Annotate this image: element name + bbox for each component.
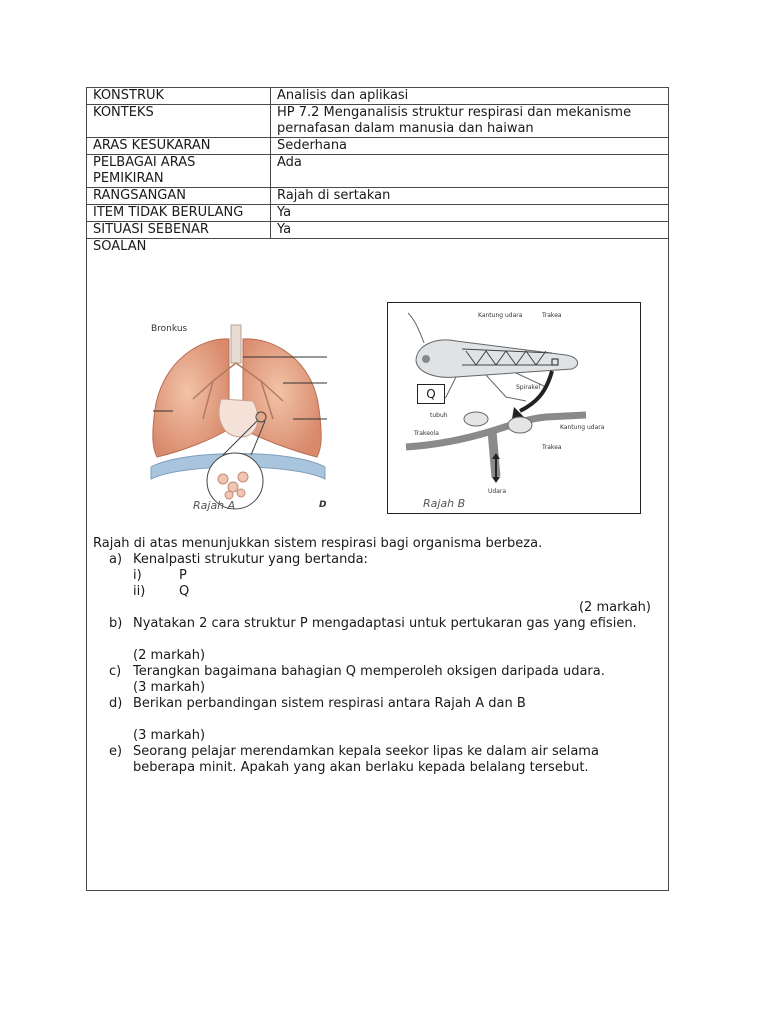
meta-key: PELBAGAI ARAS PEMIKIRAN <box>87 155 271 188</box>
soalan-section <box>86 239 669 891</box>
label-spirakel: Spirakel <box>516 384 541 391</box>
table-row <box>87 222 669 239</box>
label-d: D <box>319 500 327 510</box>
sub-text: Q <box>179 584 190 599</box>
caption-rajah-b: Rajah B <box>423 497 466 510</box>
question-b-marks-row <box>93 648 663 664</box>
sub-label: ii) <box>133 584 146 599</box>
label-trakea-2: Trakea <box>542 444 562 451</box>
lungs-figure <box>143 319 333 509</box>
table-row <box>87 105 669 138</box>
label-udara: Udara <box>488 488 507 495</box>
table-row <box>87 205 669 222</box>
meta-value: Analisis dan aplikasi <box>271 88 669 105</box>
question-a-text: Kenalpasti strukutur yang bertanda: <box>133 552 368 567</box>
question-a-sub-2 <box>93 584 663 600</box>
meta-value: Ya <box>271 222 669 239</box>
question-b <box>93 616 663 632</box>
question-d-label: d) <box>109 696 123 711</box>
label-q-box: Q <box>417 384 445 404</box>
question-a-label: a) <box>109 552 123 567</box>
label-trakea: Trakea <box>542 312 562 319</box>
meta-key: ARAS KESUKARAN <box>87 138 271 155</box>
question-c-label: c) <box>109 664 122 679</box>
question-intro: Rajah di atas menunjukkan sistem respirasi bagi organisma berbeza. <box>93 536 543 551</box>
meta-key: RANGSANGAN <box>87 188 271 205</box>
label-kantung-udara-2: Kantung udara <box>560 424 605 431</box>
table-row <box>87 138 669 155</box>
question-c-marks-row <box>93 680 663 696</box>
sub-label: i) <box>133 568 142 583</box>
question-a-sub-1 <box>93 568 663 584</box>
metadata-table <box>86 87 669 239</box>
question-d <box>93 696 663 712</box>
question-d-marks: (3 markah) <box>133 728 206 743</box>
table-row <box>87 88 669 105</box>
figure-b-frame <box>387 302 641 514</box>
question-d-text: Berikan perbandingan sistem respirasi antara Rajah A dan B <box>133 696 526 711</box>
bronkus-label: Bronkus <box>151 324 188 334</box>
question-e-label: e) <box>109 744 123 759</box>
meta-value: Ya <box>271 205 669 222</box>
meta-key: SITUASI SEBENAR <box>87 222 271 239</box>
meta-key: KONTEKS <box>87 105 271 138</box>
question-c-marks: (3 markah) <box>133 680 206 695</box>
question-e-text: Seorang pelajar merendamkan kepala seekor lipas ke dalam air selama beberapa minit. Apakah yang akan berlaku kepada belalang tersebut. <box>133 744 599 775</box>
meta-value: Rajah di sertakan <box>271 188 669 205</box>
question-c <box>93 664 663 680</box>
soalan-label: SOALAN <box>93 239 147 254</box>
question-e <box>93 744 663 776</box>
sub-text: P <box>179 568 187 583</box>
question-b-text: Nyatakan 2 cara struktur P mengadaptasi untuk pertukaran gas yang efisien. <box>133 616 637 631</box>
table-row <box>87 155 669 188</box>
meta-value: Ada <box>271 155 669 188</box>
table-row <box>87 188 669 205</box>
meta-value: Sederhana <box>271 138 669 155</box>
question-b-label: b) <box>109 616 123 631</box>
caption-rajah-a: Rajah A <box>193 499 236 512</box>
meta-key: KONSTRUK <box>87 88 271 105</box>
question-b-marks: (2 markah) <box>133 648 206 663</box>
meta-value: HP 7.2 Menganalisis struktur respirasi dan mekanisme pernafasan dalam manusia dan haiwan <box>271 105 669 138</box>
question-c-text: Terangkan bagaimana bahagian Q memperoleh oksigen daripada udara. <box>133 664 605 679</box>
question-sheet <box>86 87 669 891</box>
label-tubuh: tubuh <box>430 412 448 419</box>
question-a <box>93 552 663 568</box>
question-a-marks: (2 markah) <box>578 600 651 615</box>
label-kantung-udara: Kantung udara <box>478 312 523 319</box>
meta-key: ITEM TIDAK BERULANG <box>87 205 271 222</box>
question-body <box>93 536 663 776</box>
label-trakeola: Trakeola <box>414 430 439 437</box>
question-d-marks-row <box>93 728 663 744</box>
